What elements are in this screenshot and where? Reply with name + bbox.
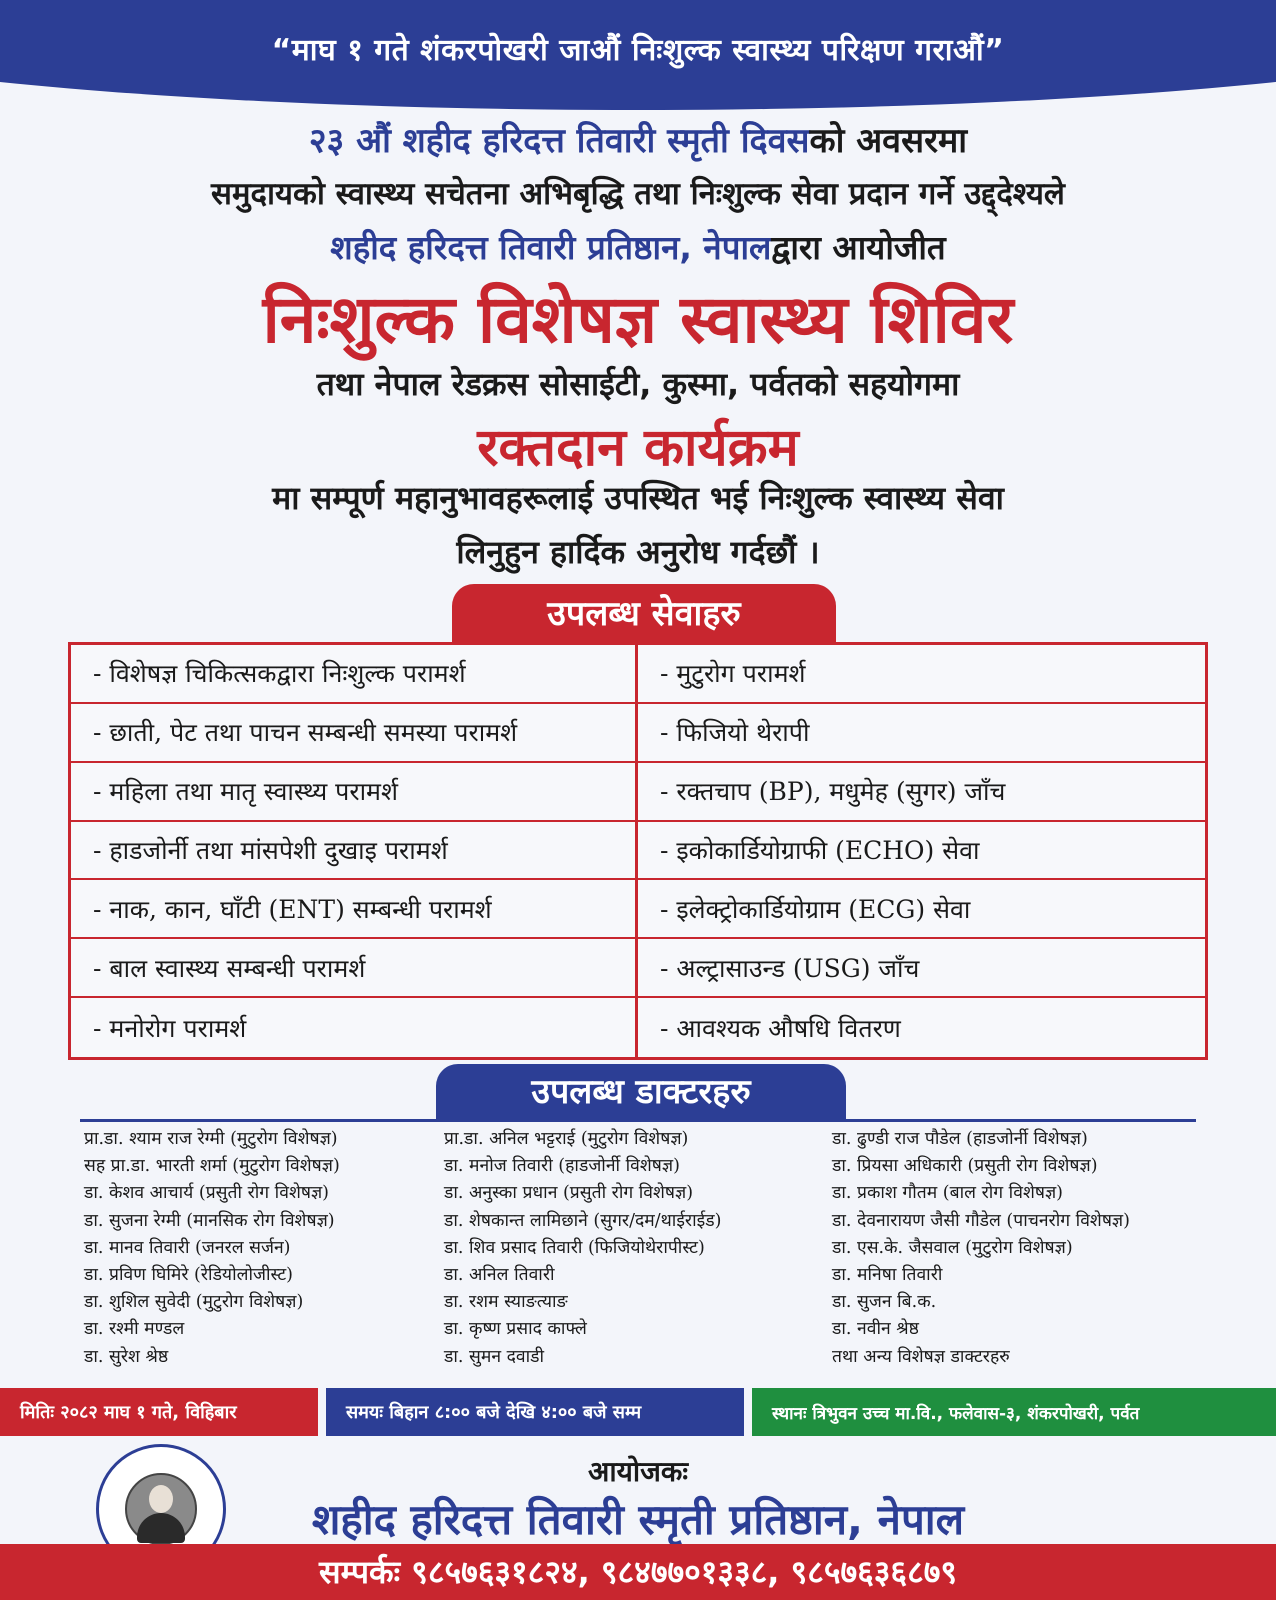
doctors-column-1 [84,1126,340,1371]
doctor-entry: डा. सुरेश श्रेष्ठ [84,1346,169,1367]
blood-donation-title: रक्तदान कार्यक्रम [477,418,799,478]
doctor-entry: डा. शिव प्रसाद तिवारी (फिजियोथेरापीस्ट) [444,1237,705,1258]
purpose-line: समुदायको स्वास्थ्य सचेतना अभिबृद्धि तथा निःशुल्क सेवा प्रदान गर्ने उद्द्देश्यले [211,176,1065,212]
doctor-entry: डा. एस.के. जैसवाल (मुटुरोग विशेषज्ञ) [832,1237,1073,1258]
doctor-entry: तथा अन्य विशेषज्ञ डाक्टरहरु [832,1346,1010,1367]
service-item: - महिला तथा मातृ स्वास्थ्य परामर्श [71,763,638,822]
service-item: - अल्ट्रासाउन्ड (USG) जाँच [638,939,1205,998]
service-item: - छाती, पेट तथा पाचन सम्बन्धी समस्या परामर्श [71,704,638,763]
request-line-1: मा सम्पूर्ण महानुभावहरूलाई उपस्थित भई निःशुल्क स्वास्थ्य सेवा [272,479,1004,517]
doctor-entry: डा. अनुस्का प्रधान (प्रसुती रोग विशेषज्ञ) [444,1183,694,1204]
doctor-entry: डा. शुशिल सुवेदी (मुटुरोग विशेषज्ञ) [84,1292,304,1313]
anniversary-name: २३ औं शहीद हरिदत्त तिवारी स्मृती दिवस [308,121,810,161]
organized-by-text: द्वारा आयोजीत [771,228,946,267]
service-item: - बाल स्वास्थ्य सम्बन्धी परामर्श [71,939,638,998]
partner-line: तथा नेपाल रेडक्रस सोसाईटी, कुस्मा, पर्वतको सहयोगमा [316,365,960,403]
doctors-column-2 [444,1126,721,1371]
doctor-entry: डा. मनिषा तिवारी [832,1265,943,1286]
doctor-entry: डा. देवनारायण जैसी गौडेल (पाचनरोग विशेषज्ञ) [832,1210,1130,1231]
organizer-line [0,224,1276,269]
doctor-entry: डा. शेषकान्त लामिछाने (सुगर/दम/थाईराईड) [444,1210,722,1231]
doctor-entry: डा. ढुण्डी राज पौडेल (हाडजोर्नी विशेषज्ञ) [832,1129,1088,1149]
doctors-heading: उपलब्ध डाक्टरहरु [436,1064,846,1120]
organizer-inline-name: शहीद हरिदत्त तिवारी प्रतिष्ठान, नेपाल [330,228,772,267]
doctor-entry: डा. नवीन श्रेष्ठ [832,1319,919,1340]
contact-bar: सम्पर्कः ९८५७६३१८२४, ९८४७७०१३३८, ९८५७६३६८७९ [0,1544,1276,1600]
service-item: - इकोकार्डियोग्राफी (ECHO) सेवा [638,822,1205,881]
doctor-entry: डा. अनिल तिवारी [444,1265,555,1286]
doctor-entry: डा. सुजन बि.क. [832,1292,937,1313]
doctor-entry: डा. केशव आचार्य (प्रसुती रोग विशेषज्ञ) [84,1183,330,1204]
doctor-entry: डा. प्रकाश गौतम (बाल रोग विशेषज्ञ) [832,1183,1064,1204]
doctor-entry: डा. प्रियसा अधिकारी (प्रसुती रोग विशेषज्ञ) [832,1156,1098,1177]
date-bar: मितिः २०८२ माघ १ गते, विहिबार [0,1388,318,1436]
doctor-entry: डा. रश्मी मण्डल [84,1319,185,1340]
service-item: - रक्तचाप (BP), मधुमेह (सुगर) जाँच [638,763,1205,822]
doctor-entry: डा. मानव तिवारी (जनरल सर्जन) [84,1237,291,1258]
service-item: - इलेक्ट्रोकार्डियोग्राम (ECG) सेवा [638,880,1205,939]
occasion-text: को अवसरमा [809,121,968,161]
service-item: - हाडजोर्नी तथा मांसपेशी दुखाइ परामर्श [71,822,638,881]
service-item: - आवश्यक औषधि वितरण [660,1013,901,1043]
doctor-entry: डा. सुमन दवाडी [444,1346,545,1367]
organizer-name: शहीद हरिदत्त तिवारी स्मृती प्रतिष्ठान, नेपाल [311,1495,965,1544]
doctor-entry: सह प्रा.डा. भारती शर्मा (मुटुरोग विशेषज्ञ) [84,1156,340,1177]
service-item: - मुटुरोग परामर्श [638,645,1205,704]
slogan: “माघ १ गते शंकरपोखरी जाऔं निःशुल्क स्वास्थ्य परिक्षण गराऔं” [271,33,1005,68]
services-table [68,642,1208,1060]
doctor-entry: डा. रशम स्याङत्याङ [444,1292,568,1313]
camp-title: निःशुल्क विशेषज्ञ स्वास्थ्य शिविर [262,281,1014,358]
doctor-entry: प्रा.डा. अनिल भट्टराई (मुटुरोग विशेषज्ञ) [444,1129,689,1149]
doctor-entry: प्रा.डा. श्याम राज रेग्मी (मुटुरोग विशेषज्ञ) [84,1129,338,1149]
service-item: - विशेषज्ञ चिकित्सकद्वारा निःशुल्क परामर्श [71,645,638,704]
request-line-2: लिनुहुन हार्दिक अनुरोध गर्दछौं । [456,533,820,571]
doctor-entry: डा. प्रविण घिमिरे (रेडियोलोजीस्ट) [84,1265,293,1286]
service-item: - मनोरोग परामर्श [71,998,638,1057]
doctors-column-3 [832,1126,1130,1371]
service-item: - फिजियो थेरापी [638,704,1205,763]
time-bar: समयः बिहान ८:०० बजे देखि ४:०० बजे सम्म [326,1388,744,1436]
anniversary-line [0,116,1276,162]
service-item: - नाक, कान, घाँटी (ENT) सम्बन्धी परामर्श [71,880,638,939]
doctor-entry: डा. कृष्ण प्रसाद काफ्ले [444,1319,587,1340]
doctors-divider [80,1119,1196,1122]
doctor-entry: डा. मनोज तिवारी (हाडजोर्नी विशेषज्ञ) [444,1156,680,1177]
organizer-label: आयोजकः [587,1455,689,1488]
services-heading: उपलब्ध सेवाहरु [452,584,836,644]
doctor-entry: डा. सुजना रेग्मी (मानसिक रोग विशेषज्ञ) [84,1210,335,1231]
venue-bar: स्थानः त्रिभुवन उच्च मा.वि., फलेवास-३, शंकरपोखरी, पर्वत [752,1388,1276,1436]
